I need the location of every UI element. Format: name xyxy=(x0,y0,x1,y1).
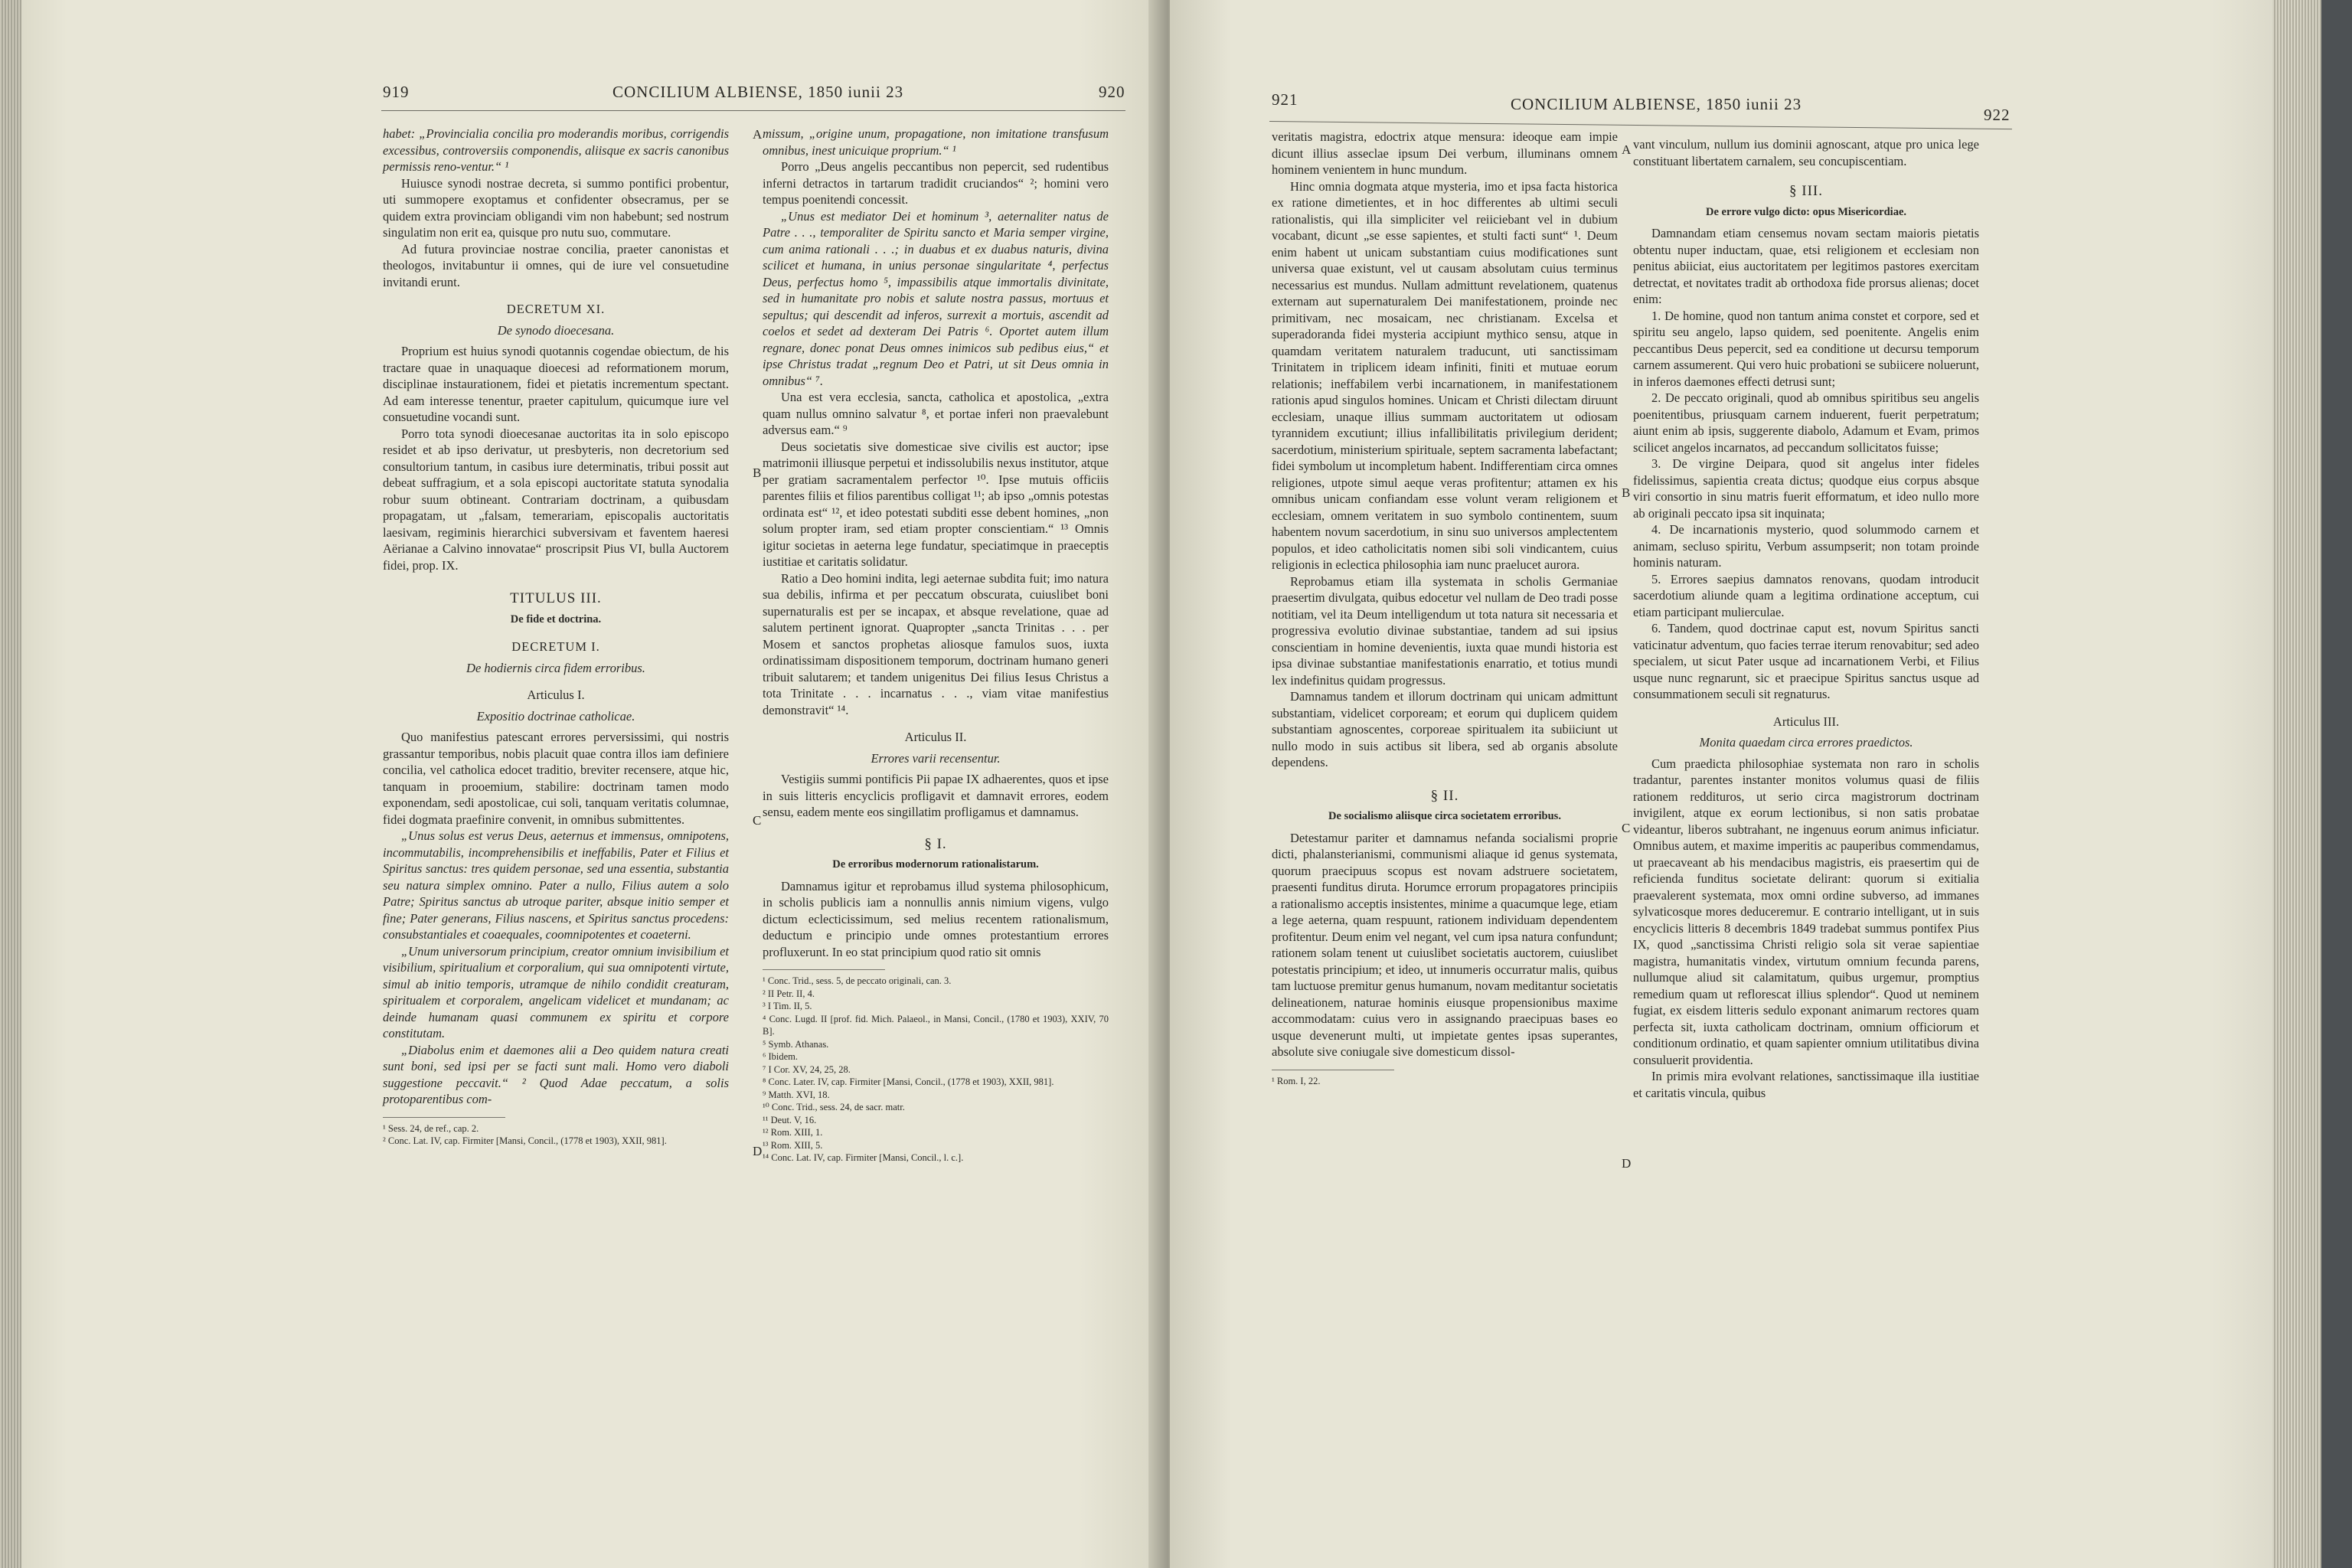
footnote: ¹ Rom. I, 22. xyxy=(1272,1075,1321,1086)
right-page xyxy=(1170,0,2272,1568)
decretum-subheading: De synodo dioecesana. xyxy=(497,322,615,338)
footnote: ⁹ Matth. XVI, 18. xyxy=(763,1089,830,1100)
section-heading: § I. xyxy=(924,835,947,852)
decretum-subheading: De hodiernis circa fidem erroribus. xyxy=(466,660,645,675)
left-page-column-1 xyxy=(383,126,729,1148)
section-heading: § III. xyxy=(1789,183,1823,199)
footnote: ¹ Sess. 24, de ref., cap. 2. xyxy=(383,1122,479,1134)
paragraph: „Unum universorum principium, creator omnium invisibilium et visibilium, spiritualium et corporalium, qui sua omnipotenti virtute, simul ab initio temporis, utramque de nihilo condidit creaturam, spiritualem et corporalem, angelicam videlicet et mundanam; ac deinde humanam quasi communem ex spiritu et corpore constitutam. xyxy=(383,943,729,1040)
footnote: ¹² Rom. XIII, 1. xyxy=(763,1127,823,1138)
paragraph: Deus societatis sive domesticae sive civilis est auctor; ipse matrimonii illiusque perpetui et indissolubilis nexus institutor, atque per gratiam sacramentalem perfector ¹⁰. Ipse mutuis officiis parentes filiis et filios parentibus colligat ¹¹; ab ipso „omnis potestas ordinata est“ ¹², et ideo potestati subditi esse debent homines, „non solum propter iram, sed etiam propter conscientiam.“ ¹³ Omnis igitur societas in aeterna lege fundatur, speciatimque in praeceptis iustitiae et caritatis solidatur. xyxy=(763,439,1109,569)
running-title: CONCILIUM ALBIENSE, 1850 iunii 23 xyxy=(612,83,904,101)
paragraph: Huiusce synodi nostrae decreta, si summo pontifici probentur, uti summopere exoptamus et confidenter obsecramus, per se quidem extra provinciam obligandi vim non habebunt; sed nostrum singulatim non erit ea, quisque pro nutu suo, commutare. xyxy=(383,175,729,240)
paragraph: Damnamus igitur et reprobamus illud systema philosophicum, in scholis publicis iam a nonnullis annis nimium vigens, vulgo dictum eclecticissimum, sed melius recentem rationalismum, deductum e principio unde omnes protestantium errores profluxerunt. In eo stat principium quod ratio sit omnis xyxy=(763,878,1109,959)
section-heading: § II. xyxy=(1430,787,1459,804)
paragraph: Reprobamus etiam illa systemata in scholis Germaniae praesertim divulgata, quibus edocetur vel nullam de Deo tradi posse notitiam, vel ita Deum intelligendum ut tota natura sit necessaria et progressiva evolutio divinae substantiae, tandem ad sui ipsius conscientiam in homine devenientis, iuxta quae mundi historia est ipsa divinae substantiae manifestationis enarratio, et totius mundi lex indefinitus quidam progressus. xyxy=(1272,573,1618,688)
paragraph: Quo manifestius patescant errores perversissimi, qui nostris grassantur temporibus, nobis placuit quae contra illos iam definiere concilia, vel catholica edocet traditio, breviter recensere, atque hic, tanquam in prooemium, stabilire: doctrinam tamen modo exponendam, sedi apostolicae, cui soli, tanquam veritatis columnae, fidei dogmata praefinire convenit, in omnibus submittentes. xyxy=(383,730,729,827)
left-page-column-2 xyxy=(763,126,1109,1165)
paragraph: Una est vera ecclesia, sancta, catholica et apostolica, „extra quam nullus omnino salvatur ⁸, et portae inferi non praevalebunt adversus eam.“ ⁹ xyxy=(763,390,1109,437)
paragraph: „Unus est mediator Dei et hominum ³, aeternaliter natus de Patre . . ., temporaliter de Spiritu sancto et Maria semper virgine, cum anima rationali . . .; in duabus et ex duabus naturis, divina scilicet et humana, in unius personae singularitate ⁴, perfectus Deus, perfectus homo ⁵, impassibilis atque immortalis divinitate, sed in humanitate pro nobis et salute nostra passus, mortuus et sepultus; qui descendit ad inferos, surrexit a mortuis, ascendit ad coelos et sedet ad dexteram Dei Patris ⁶. Oportet autem illum regnare, donec ponat Deus omnes inimicos sub pedibus eius,“ et ipse Christus tradat „regnum Deo et Patri, ut sit Deus omnia in omnibus“ ⁷. xyxy=(763,208,1109,388)
paragraph: Damnandam etiam censemus novam sectam maioris pietatis obtentu nuper inductam, quae, etsi religionem et ecclesiam non penitus abiiciat, eius auctoritatem per legitimos pastores exercitam detrectat, et novitates tradit ab orthodoxa fide prorsus alienas; docet enim: xyxy=(1633,226,1979,306)
footnote: ¹¹ Deut. V, 16. xyxy=(763,1114,817,1125)
left-page xyxy=(21,0,1170,1568)
margin-marker: D xyxy=(753,1144,763,1158)
paragraph: Cum praedicta philosophiae systemata non raro in scholis tradantur, parentes instanter monitos volumus quasi de filiis rationem reddituros, ut serio circa magistrorum doctrinam invigilent, atque ex eorum lectionibus, si non satis probatae videantur, liberos subtrahant, ne ingenuus eorum animus inficiatur. Omnibus autem, et maxime imperitis ac pauperibus commendamus, ut praecaveant ab his mendacibus magistris, eis praesertim qui de reficienda funditus societate delirant: quorum si exitialia praevalerent systemata, mox omni ordine subverso, ad immanes sylvaticosque mores deduceremur. E contrario intelligant, ut in suis encyclicis litteris 8 decembris 1849 tradebat summus pontifex Pius IX, quod „sanctissima Christi religio sola sit verae sapientiae magistra, humanitatis vindex, virtutum omnium fecunda parens, nullumque aliud sit calamitatum, quibus urgemur, promptius remedium quam ut reflorescat illius splendor“. Quod ut neminem fugiat, ex eisdem litteris sedulo exponant animarum rectores quam perfecta sit, iuxta catholicam doctrinam, omnium officiorum et conditionum ordinatio, et quam sapienter omnium utilitatibus divina consuluerit providentia. xyxy=(1633,756,1979,1067)
decretum-heading: DECRETUM I. xyxy=(511,639,600,654)
page-number-921: 921 xyxy=(1272,90,1298,109)
footnotes xyxy=(763,975,1109,1165)
articulus-heading: Articulus I. xyxy=(527,688,585,702)
margin-marker: A xyxy=(1622,142,1632,157)
paragraph: vant vinculum, nullum ius dominii agnoscant, atque pro unica lege constituant libertatem carnalem, seu concupiscentiam. xyxy=(1633,137,1979,168)
list-item: 3. De virgine Deipara, quod sit angelus inter fideles fidelissimus, sapientia creata dictus; quodque eius corpus absque viri consortio in sinu matris fuerit efformatum, et ideo nullo more ab originali peccato ipsa sit inquinata; xyxy=(1633,456,1979,521)
paragraph: Ad futura provinciae nostrae concilia, praeter canonistas et theologos, invitabuntur ii omnes, qui de iure vel consuetudine invitandi erunt. xyxy=(383,241,729,289)
footnote: ¹⁰ Conc. Trid., sess. 24, de sacr. matr. xyxy=(763,1102,905,1112)
footnote-rule xyxy=(383,1117,505,1118)
paragraph: In primis mira evolvant relationes, sanctissimaque illa iustitiae et caritatis vincula, quibus xyxy=(1633,1069,1979,1100)
page-edges-right xyxy=(2272,0,2352,1568)
footnote-rule xyxy=(763,969,885,970)
paragraph: Damnamus tandem et illorum doctrinam qui unicam admittunt substantiam, videlicet corpoream; et eorum qui duplicem quidem substantiam agnoscentes, corporeae spiritualem ita subiiciunt ut nullo modo in suis actibus sit libera, sed ab organis absolute dependens. xyxy=(1272,689,1618,769)
footnote: ⁸ Conc. Later. IV, cap. Firmiter [Mansi, Concil., (1778 et 1903), XXII, 981]. xyxy=(763,1076,1054,1087)
right-page-column-1 xyxy=(1272,129,1618,1087)
margin-marker: A xyxy=(753,127,763,142)
paragraph: Detestamur pariter et damnamus nefanda socialismi proprie dicti, phalansterianismi, communismi aliaque id genus systemata, quorum praecipuus scopus est novam adstruere societatem, praesenti funditus diruta. Horumce errorum propagatores principiis a rationalismo acceptis insistentes, minime a quacumque lege, etiam a lege aeterna, quam respuunt, rationem individuam dependentem profitentur. Deum enim vel negant, vel cum ipsa natura confundunt; rationem solam tenent ut cuiuslibet societatis auctorem, cuiuslibet potestatis principium; et ideo, ut innumeris occurratur malis, quibus tam luctuose premitur genus humanum, novam meditantur societatis delineationem, naturae hominis eiusque propensionibus maxime accommodatam: cuius vero in assignando praecipuas bases eo usque devenerunt multi, ut impietate gentes ipsas superantes, absolute sive coniugale sive domesticum dissol- xyxy=(1272,830,1618,1059)
paragraph: Proprium est huius synodi quotannis cogendae obiectum, de his tractare quae in unaquaque dioecesi ad reformationem morum, disciplinae instaurationem, fidei et pietatis incrementum spectant. Ad eam interesse tenentur, praeter capitulum, quicumque iure vel consuetudine vocandi sunt. xyxy=(383,344,729,424)
margin-marker: B xyxy=(1622,485,1631,500)
margin-marker: D xyxy=(1622,1156,1632,1171)
titulus-heading: TITULUS III. xyxy=(510,590,602,606)
list-item: 6. Tandem, quod doctrinae caput est, novum Spiritus sancti vaticinatur adventum, quo facies terrae iterum renovabitur; sed adeo specialem, ut sicut Pater usque ad incarnationem Verbi, et Filius usque nunc regnarunt, sic et praecipue Spiritus sanctus usque ad consummationem seculi sit regnaturus. xyxy=(1633,621,1979,701)
paragraph: missum, „origine unum, propagatione, non imitatione transfusum omnibus, inest unicuique proprium.“ ¹ xyxy=(763,126,1109,158)
list-item: 1. De homine, quod non tantum anima constet et corpore, sed et spiritu seu angelo, lapso quidem, sed poenitente. Angelis enim peccantibus Deus pepercit, sed ea conditione ut decursu temporum carnem assumerent. Qui vero huic probationi se subiicere noluerunt, in inferos daemones effecti detrusi sunt; xyxy=(1633,308,1979,389)
paragraph: habet: „Provincialia concilia pro moderandis moribus, corrigendis excessibus, controversiis componendis, aliisque ex sacris canonibus permissis reno-ventur.“ ¹ xyxy=(383,126,729,174)
footnotes xyxy=(1272,1075,1618,1088)
paragraph: Porro tota synodi dioecesanae auctoritas ita in solo episcopo residet et ab ipso derivatur, ut presbyteris, non decretorium sed consultorium tantum, in casibus iure determinatis, tribui possit aut debeat suffragium, et a sola episcopi auctoritate statuta synodalia robur suum obtineant. Contrariam doctrinam, a quibusdam propagatam, ut „falsam, temerariam, episcopalis auctoritatis laesivam, regiminis hierarchici subversivam et faventem haeresi Aërianae a Calvino innovatae“ proscripsit Pius VI, bulla Auctorem fidei, prop. IX. xyxy=(383,426,729,573)
articulus-heading: Articulus III. xyxy=(1772,714,1840,729)
articulus-subheading: Monita quaedam circa errores praedictos. xyxy=(1699,735,1913,750)
list-item: 4. De incarnationis mysterio, quod solummodo carnem et animam, secluso spiritu, Verbum assumpserit; non totam proinde hominis naturam. xyxy=(1633,522,1979,570)
margin-marker: C xyxy=(1622,821,1631,835)
footnote: ¹³ Rom. XIII, 5. xyxy=(763,1139,823,1151)
articulus-subheading: Errores varii recensentur. xyxy=(871,750,1001,766)
decretum-heading: DECRETUM XI. xyxy=(506,302,606,316)
page-number-920: 920 xyxy=(1099,83,1125,101)
paragraph: Ratio a Deo homini indita, legi aeternae subdita fuit; imo natura sua debilis, infirma et per peccatum obscurata, cuiuslibet boni supernaturalis est per se incapax, et absque revelatione, quae ad salutem pertinent ignorat. Quapropter „sancta Trinitas . . . per Mosem et sanctos prophetas aliosque famulos suos, iuxta ordinatissimam dispositionem temporum, doctrinam humano generi tribuit salutarem; et tandem unigenitus Dei filius Iesus Christus a tota Trinitate . . . incarnatus . . ., viam vitae manifestius demonstravit“ ¹⁴. xyxy=(763,570,1109,717)
section-subheading: De errore vulgo dicto: opus Misericordiae. xyxy=(1705,205,1907,218)
titulus-subheading: De fide et doctrina. xyxy=(510,612,602,626)
section-subheading: De socialismo aliisque circa societatem erroribus. xyxy=(1328,810,1561,822)
paragraph: Hinc omnia dogmata atque mysteria, imo et ipsa facta historica ex ratione dimetientes, et in hoc differentes ab ultimi seculi rationalistis, qui illa simpliciter vel reiiciebant vel in dubium vocabant, dicunt „se esse sapientes, et stulti facti sunt“ ¹. Deum enim habent ut unicam substantiam cuius modificationes sunt universa quae existunt, vel ut causam absolutam cuius terminus necessarius est mundus. Nullam admittunt revelationem, quatenus externam aut supernaturalem Dei manifestationem, proinde nec primitivam, nec mosaicam, nec christianam. Excelsa et superadoranda fidei mysteria accipiunt mythico sensu, atque in quamdam veritatem naturalem traducunt, uti sanctissimam Trinitatem in triplicem ideam infiniti, finiti et mutuae eorum relationis; ineffabilem verbi incarnationem, in manifestationem rationis apud singulos homines. Unicam et Christi dilectam diruunt ecclesiam, unaque illius summam auctoritatem ut odiosam tyrannidem excutiunt; illius infallibilitatis privilegium derident; sacerdotium, ministerium spirituale, septem sacramenta labefactant; fidei symbolum ut incompletum habent. Indifferentiam circa omnes religiones, utpote simul aeque veras profitentur; attamen ex his omnibus unicam confiandam esse volunt veram religionem et ecclesiam, omnem veritatem in suo symbolo continentem, suum habentem novum sacerdotium, in sinu suo universos amplectentem populos, et ideo catholicitatis nomen sibi soli vindicantem, cuius religionis in eclectica philosophia iam nunc praelucet aurora. xyxy=(1272,178,1618,572)
footnote: ⁴ Conc. Lugd. II [prof. fid. Mich. Palaeol., in Mansi, Concil., (1780 et 1903), XXIV, 70 B]. xyxy=(763,1013,1109,1037)
list-item: 2. De peccato originali, quod ab omnibus spiritibus seu angelis poenitentibus, priusquam carnem induerent, fuerit perpetratum; aiunt enim ab ipsis, suggerente diabolo, Adamum et Evam, primos scilicet angelos incarnatos, ad peccandum sollicitatos fuisse; xyxy=(1633,390,1979,455)
paragraph: Vestigiis summi pontificis Pii papae IX adhaerentes, quos et ipse in suis litteris encyclicis profligavit et damnavit errores, eodem sensu, eadem mente eos singillatim profligamus et damnamus. xyxy=(763,772,1109,819)
footnote: ¹ Conc. Trid., sess. 5, de peccato originali, can. 3. xyxy=(763,975,952,986)
footnotes xyxy=(383,1122,729,1148)
articulus-heading: Articulus II. xyxy=(904,730,967,744)
margin-marker: C xyxy=(753,813,762,828)
footnote: ² II Petr. II, 4. xyxy=(763,988,815,999)
footnote: ⁵ Symb. Athanas. xyxy=(763,1038,829,1050)
page-number-922: 922 xyxy=(1984,106,2011,124)
running-title: CONCILIUM ALBIENSE, 1850 iunii 23 xyxy=(1511,95,1802,113)
header-rule xyxy=(381,110,1125,111)
margin-marker: B xyxy=(753,466,762,480)
paragraph: veritatis magistra, edoctrix atque mensura: ideoque eam impie dicunt illius asseclae ipsum Dei verbum, illuminans omnem hominem venientem in hunc mundum. xyxy=(1272,129,1618,177)
page-number-919: 919 xyxy=(383,83,410,101)
paragraph: „Diabolus enim et daemones alii a Deo quidem natura creati sunt boni, sed ipsi per se facti sunt mali. Homo vero diaboli suggestione peccavit.“ ² Quod Adae peccatum, a solis protoparentibus com- xyxy=(383,1042,729,1106)
articulus-subheading: Expositio doctrinae catholicae. xyxy=(476,708,635,724)
list-item: 5. Errores saepius damnatos renovans, quodam introducit sacerdotium aliunde quam a legitima ordinatione acceptum, cui etiam participant mulierculae. xyxy=(1633,571,1979,619)
right-page-column-2 xyxy=(1633,136,1979,1101)
footnote: ² Conc. Lat. IV, cap. Firmiter [Mansi, Concil., (1778 et 1903), XXII, 981]. xyxy=(383,1135,667,1146)
footnote: ¹⁴ Conc. Lat. IV, cap. Firmiter [Mansi, Concil., l. c.]. xyxy=(763,1152,964,1163)
paragraph: „Unus solus est verus Deus, aeternus et immensus, omnipotens, incommutabilis, incomprehensibilis et ineffabilis, Pater et Filius et Spiritus sanctus: tres quidem personae, sed una essentia, substantia seu natura simplex omnino. Pater a nullo, Filius autem a solo Patre; Spiritus sanctus ab utroque pariter, absque initio semper et fine; Pater generans, Filius nascens, et Spiritus sanctus procedens: consubstantiales et coaequales, coomnipotentes et coaeterni. xyxy=(383,828,729,942)
footnote: ⁶ Ibidem. xyxy=(763,1051,799,1062)
footnote: ⁷ I Cor. XV, 24, 25, 28. xyxy=(763,1063,851,1075)
page-edges-left xyxy=(0,0,21,1568)
paragraph: Porro „Deus angelis peccantibus non pepercit, sed rudentibus inferni detractos in tartarum tradidit cruciandos“ ²; homini vero tempus poenitendi concessit. xyxy=(763,159,1109,207)
section-subheading: De erroribus modernorum rationalistarum. xyxy=(832,858,1039,871)
footnote: ³ I Tim. II, 5. xyxy=(763,1001,812,1011)
